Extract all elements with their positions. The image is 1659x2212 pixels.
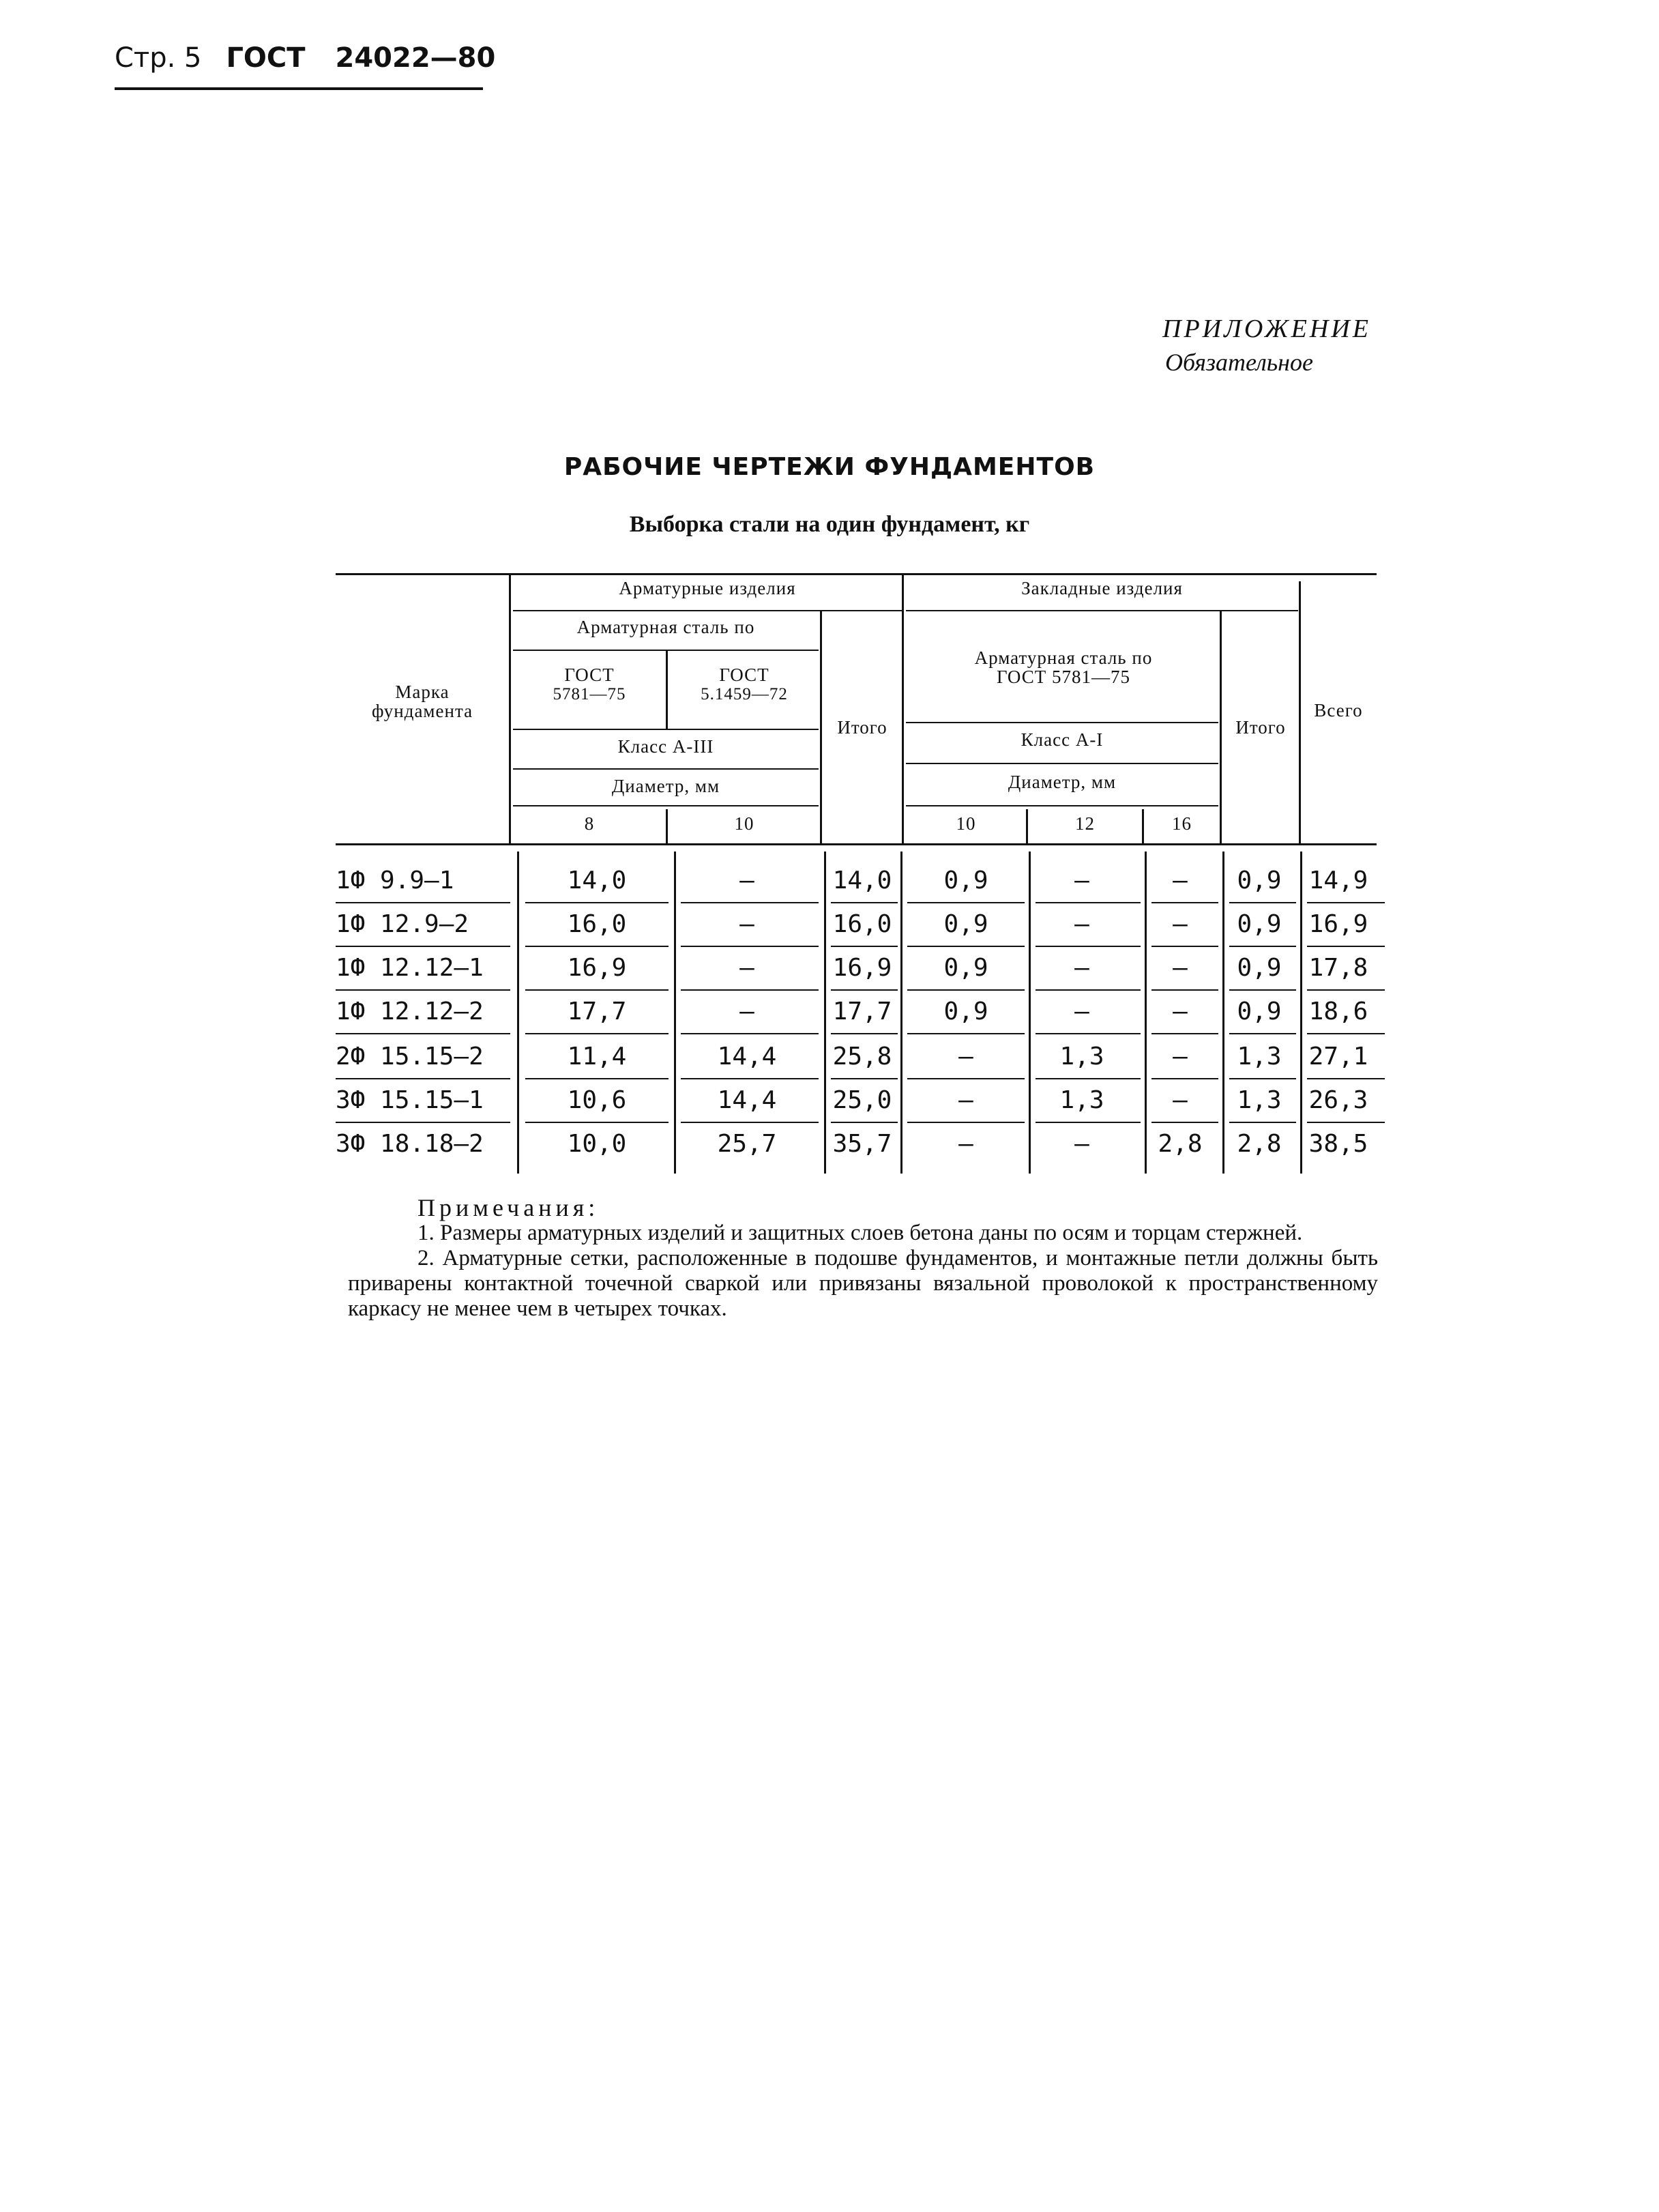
- row-rule: [681, 989, 819, 991]
- diameter-12: 12: [1075, 813, 1095, 834]
- col-divider: [902, 573, 904, 843]
- row-rule: [907, 946, 1025, 947]
- row-rule: [681, 1078, 819, 1079]
- row-rule: [336, 1078, 510, 1079]
- row-rule: [1151, 1078, 1218, 1079]
- row-rule: [1151, 1122, 1218, 1123]
- table-cell: 0,9: [1237, 998, 1282, 1025]
- table-cell: —: [1173, 910, 1188, 938]
- appendix-status: Обязательное: [1165, 349, 1313, 376]
- row-rule: [525, 902, 669, 903]
- col-header-grand-total: Всего: [1314, 700, 1363, 721]
- row-rule: [1229, 946, 1296, 947]
- col-header-total: Итого: [837, 717, 887, 738]
- header-gost-b: ГОСТ: [719, 665, 769, 685]
- table-cell: —: [1173, 1086, 1188, 1114]
- table-cell: 18,6: [1308, 998, 1368, 1025]
- table-cell: 0,9: [1237, 954, 1282, 982]
- group-header-reinforcing: Арматурные изделия: [619, 578, 796, 598]
- row-rule: [1229, 902, 1296, 903]
- row-rule: [907, 989, 1025, 991]
- row-rule: [525, 989, 669, 991]
- table-cell: —: [1173, 998, 1188, 1025]
- row-rule: [525, 946, 669, 947]
- col-divider: [1029, 852, 1031, 1174]
- row-rule: [1151, 989, 1218, 991]
- table-cell: 14,9: [1308, 867, 1368, 894]
- row-rule: [831, 1033, 898, 1034]
- table-cell: 16,0: [832, 910, 892, 938]
- row-mark: 1Ф 9.9—1: [336, 867, 454, 894]
- header-steel-embedded: Арматурная сталь по ГОСТ 5781—75: [974, 647, 1153, 688]
- table-cell: 17,7: [567, 998, 627, 1025]
- row-rule: [681, 1033, 819, 1034]
- col-divider: [674, 852, 676, 1174]
- table-cell: 25,8: [832, 1043, 892, 1071]
- header-gost-b-number: 5.1459—72: [701, 685, 788, 703]
- group-header-embedded: Закладные изделия: [1021, 578, 1183, 598]
- table-cell: —: [958, 1130, 973, 1158]
- row-rule: [336, 902, 510, 903]
- table-cell: 17,7: [832, 998, 892, 1025]
- row-rule: [336, 1122, 510, 1123]
- row-rule: [1307, 946, 1385, 947]
- table-cell: —: [1074, 1130, 1089, 1158]
- header-steel-by: Арматурная сталь по: [576, 617, 755, 637]
- row-rule: [831, 989, 898, 991]
- row-rule: [1229, 1033, 1296, 1034]
- table-cell: 17,8: [1308, 954, 1368, 982]
- table-cell: 0,9: [1237, 867, 1282, 894]
- notes: [348, 1195, 1378, 1322]
- header-rule: [513, 768, 819, 770]
- table-cell: 2,8: [1237, 1130, 1282, 1158]
- table-cell: 16,9: [832, 954, 892, 982]
- table-cell: 11,4: [567, 1043, 627, 1071]
- header-rule: [513, 805, 819, 806]
- row-rule: [1307, 1122, 1385, 1123]
- header-bottom-rule: [336, 843, 1377, 845]
- row-rule: [831, 1122, 898, 1123]
- note-item: 2. Арматурные сетки, расположенные в подошве фундаментов, и монтажные петли должны быть приварены контактной точечной сваркой или привязаны вязальной проволокой к пространственному каркасу не менее чем в четырех точках.: [348, 1246, 1378, 1321]
- row-rule: [831, 902, 898, 903]
- row-rule: [525, 1033, 669, 1034]
- row-rule: [681, 1122, 819, 1123]
- col-divider: [666, 650, 668, 729]
- standard-number: 24022—80: [335, 42, 496, 74]
- table-cell: 16,0: [567, 910, 627, 938]
- table-top-rule: [336, 573, 1377, 575]
- row-rule: [1151, 1033, 1218, 1034]
- header-rule: [906, 610, 1298, 611]
- table-cell: 10,0: [567, 1130, 627, 1158]
- row-mark: 1Ф 12.12—2: [336, 998, 484, 1025]
- row-rule: [1036, 1078, 1141, 1079]
- col-divider: [1220, 611, 1222, 843]
- row-rule: [907, 1033, 1025, 1034]
- table-cell: 26,3: [1308, 1086, 1368, 1114]
- row-rule: [907, 1078, 1025, 1079]
- row-rule: [1307, 1033, 1385, 1034]
- table-cell: —: [958, 1086, 973, 1114]
- row-mark: 1Ф 12.9—2: [336, 910, 469, 938]
- table-cell: 0,9: [943, 954, 988, 982]
- row-rule: [907, 902, 1025, 903]
- table-cell: 0,9: [1237, 910, 1282, 938]
- row-rule: [831, 1078, 898, 1079]
- table-cell: 2,8: [1158, 1130, 1203, 1158]
- diameter-8: 8: [584, 813, 595, 834]
- header-rule: [906, 805, 1218, 806]
- table-cell: 14,4: [717, 1086, 777, 1114]
- table-cell: —: [739, 867, 754, 894]
- row-rule: [1229, 1122, 1296, 1123]
- col-divider: [820, 611, 822, 843]
- table-cell: 0,9: [943, 867, 988, 894]
- diameter-10: 10: [956, 813, 976, 834]
- row-rule: [1036, 946, 1141, 947]
- row-rule: [525, 1078, 669, 1079]
- header-rule: [115, 87, 483, 90]
- row-rule: [525, 1122, 669, 1123]
- table-cell: 1,3: [1237, 1086, 1282, 1114]
- table-cell: 35,7: [832, 1130, 892, 1158]
- row-rule: [1307, 989, 1385, 991]
- col-divider: [666, 809, 668, 843]
- table-cell: —: [1173, 1043, 1188, 1071]
- diameter-16: 16: [1172, 813, 1192, 834]
- header-diameter: Диаметр, мм: [1008, 772, 1117, 792]
- table-cell: —: [958, 1043, 973, 1071]
- document-title: РАБОЧИЕ ЧЕРТЕЖИ ФУНДАМЕНТОВ: [563, 453, 1096, 481]
- row-rule: [1151, 946, 1218, 947]
- row-rule: [336, 989, 510, 991]
- header-rule: [906, 763, 1218, 764]
- header-rule: [906, 722, 1218, 723]
- header-gost-a: ГОСТ: [564, 665, 615, 685]
- header-class-a3: Класс А-III: [617, 736, 714, 757]
- standard-label: ГОСТ: [226, 42, 306, 74]
- table-caption: Выборка стали на один фундамент, кг: [629, 512, 1030, 537]
- row-rule: [1229, 1078, 1296, 1079]
- row-rule: [1151, 902, 1218, 903]
- header-class-a1: Класс А-I: [1021, 729, 1104, 750]
- table-cell: —: [1074, 910, 1089, 938]
- row-rule: [907, 1122, 1025, 1123]
- table-cell: —: [1173, 867, 1188, 894]
- row-mark: 3Ф 15.15—1: [336, 1086, 484, 1114]
- table-cell: —: [1074, 998, 1089, 1025]
- col-divider: [509, 573, 511, 843]
- table-cell: —: [739, 910, 754, 938]
- table-cell: 0,9: [943, 910, 988, 938]
- table-cell: 1,3: [1059, 1043, 1104, 1071]
- table-cell: 0,9: [943, 998, 988, 1025]
- page-header: [115, 42, 495, 74]
- table-cell: 16,9: [567, 954, 627, 982]
- table-cell: 25,7: [717, 1130, 777, 1158]
- table-cell: 1,3: [1237, 1043, 1282, 1071]
- row-rule: [336, 946, 510, 947]
- note-item: 1. Размеры арматурных изделий и защитных слоев бетона даны по осям и торцам стержней.: [417, 1221, 1303, 1245]
- header-rule: [513, 610, 902, 611]
- table-cell: 14,0: [567, 867, 627, 894]
- table-cell: 16,9: [1308, 910, 1368, 938]
- diameter-10: 10: [734, 813, 754, 834]
- col-header-mark: Марка фундамента: [371, 682, 473, 722]
- col-divider: [517, 852, 519, 1174]
- col-header-total: Итого: [1235, 717, 1286, 738]
- table-cell: 14,0: [832, 867, 892, 894]
- table-cell: —: [1074, 954, 1089, 982]
- row-mark: 2Ф 15.15—2: [336, 1043, 484, 1071]
- row-rule: [1036, 1033, 1141, 1034]
- row-rule: [1036, 902, 1141, 903]
- table-cell: 1,3: [1059, 1086, 1104, 1114]
- row-rule: [1307, 902, 1385, 903]
- header-diameter: Диаметр, мм: [611, 776, 720, 796]
- table-cell: 25,0: [832, 1086, 892, 1114]
- table-cell: 38,5: [1308, 1130, 1368, 1158]
- table-cell: 27,1: [1308, 1043, 1368, 1071]
- row-mark: 1Ф 12.12—1: [336, 954, 484, 982]
- header-rule: [513, 729, 819, 730]
- page-number: Стр. 5: [115, 42, 202, 74]
- row-rule: [681, 946, 819, 947]
- row-rule: [831, 946, 898, 947]
- table-cell: —: [1074, 867, 1089, 894]
- row-rule: [1229, 989, 1296, 991]
- table-cell: —: [739, 998, 754, 1025]
- table-cell: 10,6: [567, 1086, 627, 1114]
- notes-heading: Примечания:: [417, 1194, 600, 1221]
- row-rule: [681, 902, 819, 903]
- row-rule: [1307, 1078, 1385, 1079]
- table-cell: —: [739, 954, 754, 982]
- row-mark: 3Ф 18.18—2: [336, 1130, 484, 1158]
- header-gost-a-number: 5781—75: [553, 685, 626, 703]
- appendix-label: ПРИЛОЖЕНИЕ: [1162, 315, 1371, 343]
- row-rule: [1036, 1122, 1141, 1123]
- table-cell: —: [1173, 954, 1188, 982]
- row-rule: [1036, 989, 1141, 991]
- row-rule: [336, 1033, 510, 1034]
- table-cell: 14,4: [717, 1043, 777, 1071]
